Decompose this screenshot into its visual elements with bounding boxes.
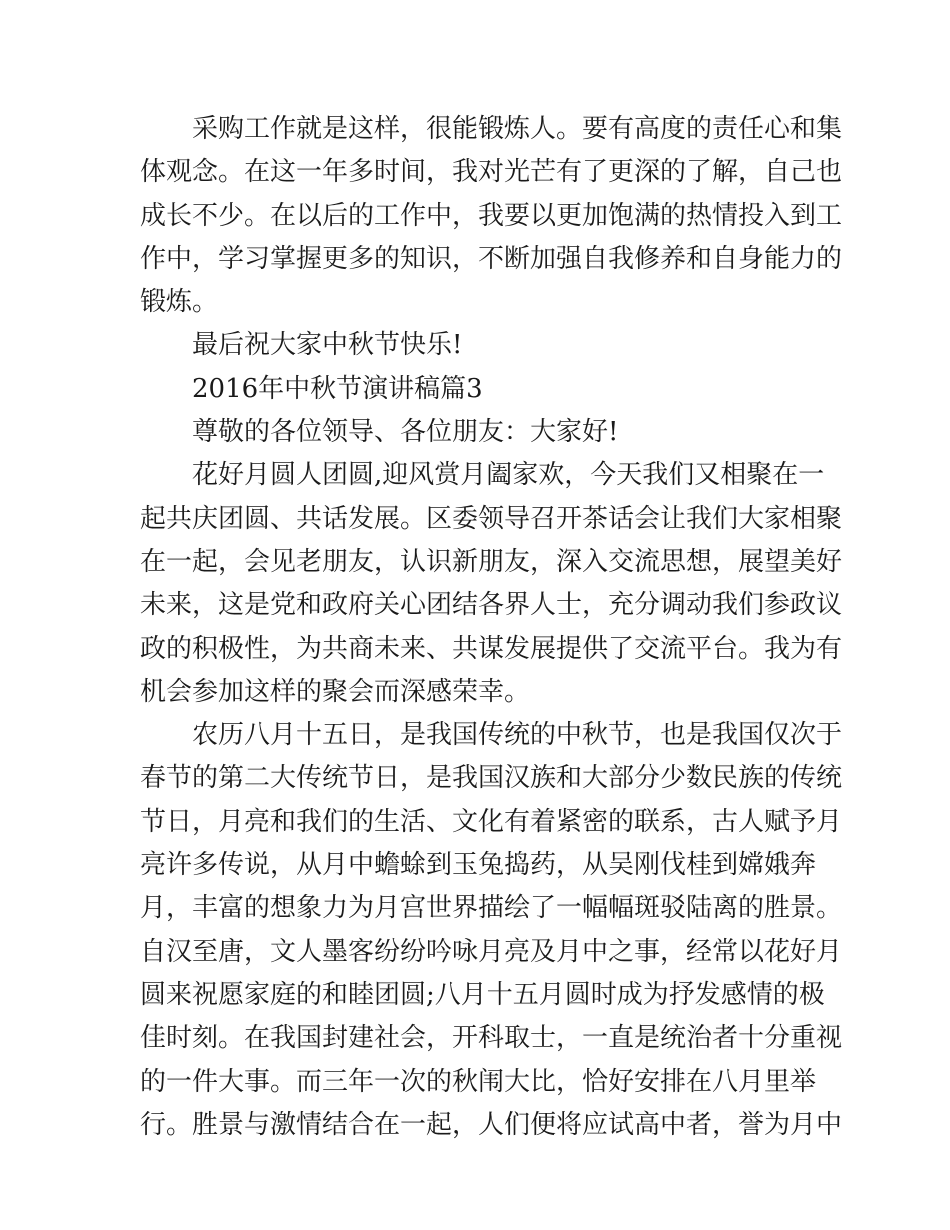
text-line: 圆来祝愿家庭的和睦团圆;八月十五月圆时成为抒发感情的极 <box>140 979 825 1010</box>
paragraph <box>140 324 820 367</box>
salutation <box>140 411 820 454</box>
text-line: 月，丰富的想象力为月宫世界描绘了一幅幅斑驳陆离的胜景。 <box>140 893 843 924</box>
text-line: 行。胜景与激情结合在一起，人们便将应试高中者，誉为月中 <box>140 1109 843 1140</box>
text-line: 在一起，会见老朋友，认识新朋友，深入交流思想，展望美好 <box>140 546 843 577</box>
text-line: 2016年中秋节演讲稿篇3 <box>192 373 483 404</box>
document-body <box>140 108 843 1147</box>
text-line: 起共庆团圆、共话发展。区委领导召开茶话会让我们大家相聚 <box>140 503 843 534</box>
text-line: 佳时刻。在我国封建社会，开科取士，一直是统治者十分重视 <box>140 1023 843 1054</box>
text-line: 锻炼。 <box>140 287 219 318</box>
text-line: 政的积极性，为共商未来、共谋发展提供了交流平台。我为有 <box>140 633 843 664</box>
text-line: 节日，月亮和我们的生活、文化有着紧密的联系，古人赋予月 <box>140 806 843 837</box>
text-line: 未来，这是党和政府关心团结各界人士，充分调动我们参政议 <box>140 590 843 621</box>
text-line: 农历八月十五日，是我国传统的中秋节，也是我国仅次于 <box>192 720 843 751</box>
text-line: 体观念。在这一年多时间，我对光芒有了更深的了解，自己也 <box>140 157 843 188</box>
text-line: 花好月圆人团圆,迎风赏月阖家欢，今天我们又相聚在一 <box>192 460 825 491</box>
paragraph <box>140 714 843 1147</box>
text-line: 采购工作就是这样，很能锻炼人。要有高度的责任心和集 <box>192 114 843 144</box>
text-line: 机会参加这样的聚会而深感荣幸。 <box>140 676 531 707</box>
section-heading <box>140 368 820 411</box>
paragraph <box>140 108 843 324</box>
text-line: 成长不少。在以后的工作中，我要以更加饱满的热情投入到工 <box>140 200 843 231</box>
text-line: 尊敬的各位领导、各位朋友：大家好! <box>192 417 619 448</box>
text-line: 的一件大事。而三年一次的秋闱大比，恰好安排在八月里举 <box>140 1066 817 1097</box>
text-line: 春节的第二大传统节日，是我国汉族和大部分少数民族的传统 <box>140 763 843 794</box>
paragraph <box>140 454 843 714</box>
text-line: 自汉至唐，文人墨客纷纷吟咏月亮及月中之事，经常以花好月 <box>140 936 843 967</box>
text-line: 亮许多传说，从月中蟾蜍到玉兔捣药，从吴刚伐桂到嫦娥奔 <box>140 850 817 881</box>
text-line: 最后祝大家中秋节快乐! <box>192 330 463 361</box>
text-line: 作中，学习掌握更多的知识，不断加强自我修养和自身能力的 <box>140 243 843 274</box>
